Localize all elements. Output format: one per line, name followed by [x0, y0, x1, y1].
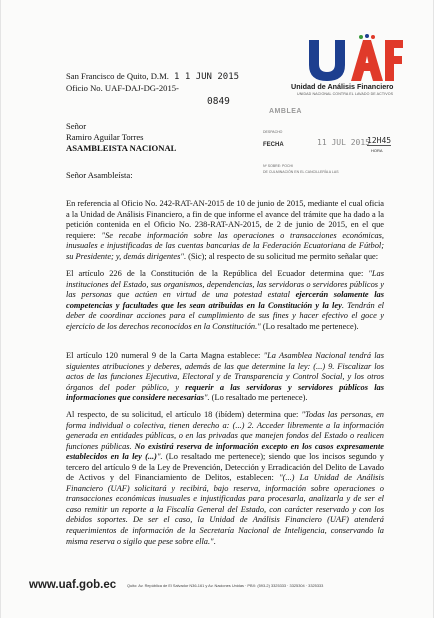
stamp-time: 12H45	[367, 136, 392, 145]
logo-tagline: UNIDAD NACIONAL CONTRA EL LAVADO DE ACTIVOS	[297, 92, 394, 96]
footer-address: Quito: Av. República de El Salvador N36-161 y Av. Naciones Unidas · PBX: (593-2) 3325333 · 3325304 · 3325333	[127, 583, 324, 588]
stamp-date: 11 JUL 2015	[317, 138, 370, 147]
greeting: Señor Asambleísta:	[66, 170, 133, 180]
footer-website: www.uaf.gob.ec	[29, 579, 117, 591]
stamp-fecha-label: FECHA	[263, 142, 284, 148]
paragraph-1	[66, 199, 384, 262]
p2-note: (Lo resaltado me pertenece).	[260, 321, 359, 331]
p2-quote: "Las instituciones del Estado, sus organismos, dependencias, las servidoras o servidores públicos y las personas que actúen en virtud de una potestad estatal	[66, 269, 384, 300]
city-date: San Francisco de Quito, D.M.	[66, 71, 169, 81]
p1-quote: "Se recabe información sobre las operaciones o transacciones económicas, inusuales e injustificadas de las cuentas bancarias de la Federación Ecuatoriana de Fútbol; su Presidente; y, demás dirigentes"	[66, 230, 384, 261]
paragraph-3	[66, 351, 384, 404]
stamp-line1: DESPACHO	[263, 130, 283, 134]
p1-text: En referencia al Oficio No. 242-RAT-AN-2015 de 10 de junio de 2015, mediante el cual oficia a la Unidad de Análisis Financiero, a fin de que informe el avance del trámite que ha dado a la petición contenida en el Oficio No. 238-RAT-AN-2015, de 2 de junio de 2015, en el que requiere:	[66, 199, 384, 240]
addressee-role: ASAMBLEISTA NACIONAL	[66, 143, 177, 153]
paragraph-2	[66, 269, 384, 332]
p3-emphasis: requerir a las servidoras y servidores públicos las informaciones que considere necesarias	[66, 382, 384, 403]
stamp-hora-label: HORA	[371, 148, 383, 153]
p4-text: Al respecto, de su solicitud, el artículo 18 (ibídem) determina que:	[66, 410, 302, 419]
uaf-logo	[291, 34, 411, 104]
p4-quote: "Todas las personas, en forma individual o colectiva, tienen derecho a: (...) 2. Acceder libremente a la información generada en entidades públicas, o en las privadas que manejen fondos del Estado o realicen funciones públicas.	[66, 410, 384, 451]
p2-emphasis: ejercerán solamente las competencias y facultades que les sean atribuidas en la Constitución y la ley	[66, 290, 384, 310]
p3-quote: "La Asamblea Nacional tendrá las siguientes atribuciones y deberes, además de las que determine la ley: (...) 9. Fiscalizar los actos de las funciones Ejecutiva, Electoral y de Transparencia y Control Social, y los otros órganos del poder público, y	[66, 351, 384, 392]
paragraph-4	[66, 410, 384, 547]
p4-quote-end: ".	[156, 452, 163, 462]
stamp-line2: Nº SOBRE: POCHI	[263, 164, 294, 168]
p2-text: El artículo 226 de la Constitución de la República del Ecuador determina que:	[66, 269, 369, 278]
p4-end: .	[213, 536, 216, 546]
office-number: Oficio No. UAF-DAJ-DG-2015-	[66, 83, 179, 93]
p3-note: (Lo resaltado me pertenece).	[209, 393, 308, 403]
office-number-line	[66, 83, 179, 93]
p3-quote-end: ".	[203, 393, 210, 403]
logo-name: Unidad de Análisis Financiero	[291, 82, 394, 91]
stamp-title: AMBLEA	[269, 108, 302, 115]
addressee-name: Ramiro Aguilar Torres	[66, 132, 144, 142]
p3-text: El artículo 120 numeral 9 de la Carta Magna establece:	[66, 351, 264, 360]
p4-emphasis: No existirá reserva de información excepto en los casos expresamente establecidos en la ley (...)	[66, 441, 384, 462]
date-stamp: 1 1 JUN 2015	[174, 72, 240, 82]
uaf-logo-mark	[299, 34, 403, 82]
addressee-title: Señor	[66, 121, 87, 131]
p2-quote-end: . Tendrán el deber de coordinar acciones para el cumplimiento de sus fines y hacer efectivo el goce y ejercicio de los derechos reconocidos en la Constitución."	[66, 300, 384, 331]
p1-tail: . (Sic); al respecto de su solicitud me permito señalar que:	[183, 251, 379, 261]
p4-text-2: (Lo resaltado me pertenece); siendo que los incisos segundo y tercero del artículo 9 de la Ley de Prevención, Detección y Erradicación del Delito de Lavado de Activos y del Financiamiento de Delitos, establecen:	[66, 452, 384, 483]
p4-quote-2: "(...) La Unidad de Análisis Financiero (UAF) solicitará y recibirá, bajo reserva, información sobre operaciones o transacciones económicas inusuales e injustificadas para procesarla, analizarla y de ser el caso remitir un reporte a la Fiscalía General del Estado, con carácter reservado y con los debidos soportes. De ser el caso, la Unidad de Análisis Financiero (UAF) atenderá requerimientos de información de la Secretaría Nacional de Inteligencia, conservando la misma reserva o sigilo que pese sobre ella."	[66, 473, 385, 546]
stamp-line3: DE CULMINACIÓN EN EL CANCILLERÍA A LAS	[263, 170, 339, 174]
reception-stamp	[259, 108, 399, 178]
city-date-line	[66, 71, 239, 82]
office-number-handwritten: 0849	[207, 96, 230, 107]
